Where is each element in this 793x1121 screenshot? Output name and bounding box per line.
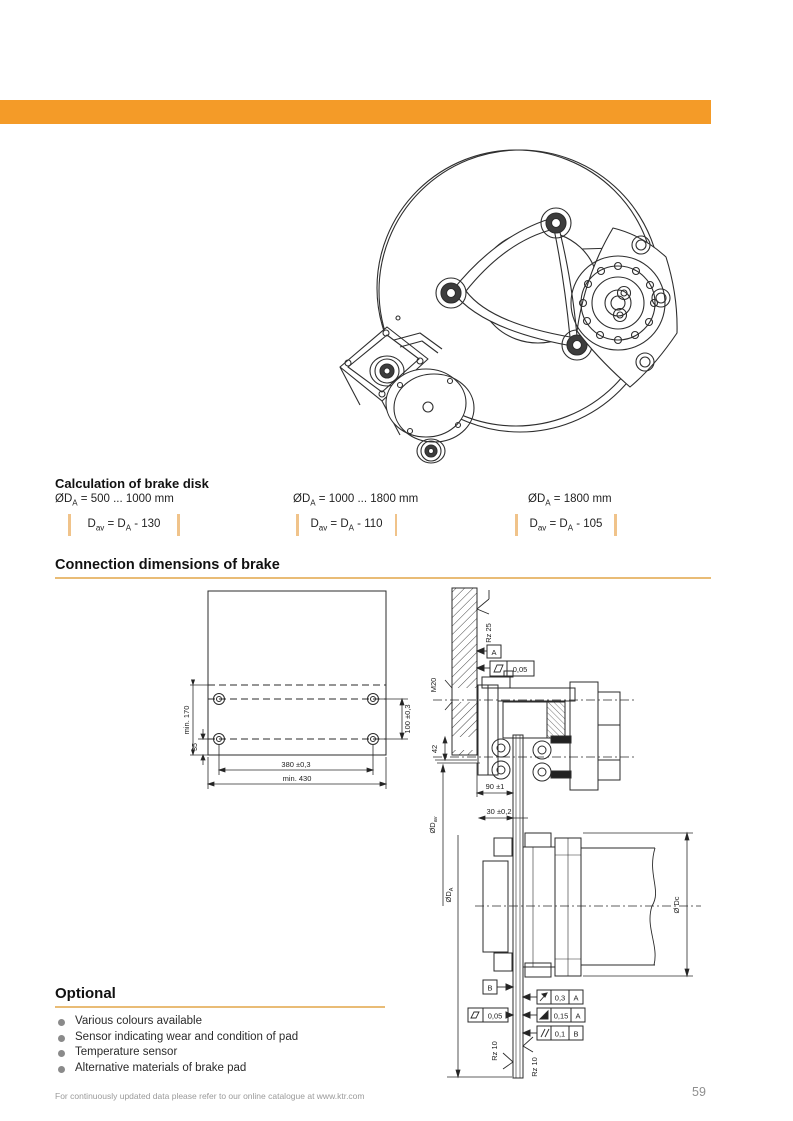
surface-finish-rz10-left: Rz 10 xyxy=(490,1041,499,1061)
header-accent-bar xyxy=(0,100,711,124)
formula-accent-bar xyxy=(515,514,518,536)
dim-min-430: min. 430 xyxy=(282,774,312,783)
brake-disk-section xyxy=(513,735,523,1078)
formula-accent-bar xyxy=(296,514,299,536)
formula-accent-bar xyxy=(614,514,617,536)
dim-35: 35 xyxy=(192,743,199,751)
surface-finish-rz25: Rz 25 xyxy=(484,623,493,643)
footer-note: For continuously updated data please refer to our online catalogue at www.ktr.com xyxy=(55,1091,365,1101)
dia-da-label: $ØD_A$ xyxy=(444,887,455,903)
formula-accent-bar xyxy=(68,514,71,536)
datum-a-label: A xyxy=(491,648,497,657)
flatness-bottom-value: 0,05 xyxy=(487,1011,503,1021)
runout-ref: A xyxy=(573,993,579,1003)
connection-section-title: Connection dimensions of brake xyxy=(55,557,711,579)
mounting-holes xyxy=(214,694,379,745)
surface-finish-rz10-right: Rz 10 xyxy=(530,1057,539,1077)
dim-min-170: min. 170 xyxy=(182,705,191,735)
disk-range-3: $ØD_A = 1800$ mm xyxy=(528,493,612,508)
list-item: Sensor indicating wear and condition of pad xyxy=(55,1030,415,1046)
angularity-ref: A xyxy=(575,1011,581,1021)
caliper-section xyxy=(478,671,620,790)
shaft-section xyxy=(581,848,656,965)
hub-flange-section xyxy=(483,833,581,977)
dia-dc-label: Ø Dc xyxy=(672,896,681,914)
plate-outline xyxy=(208,591,386,755)
dim-90: 90 ±1 xyxy=(485,782,505,791)
brake-section-drawing xyxy=(425,585,705,1100)
optional-features-list xyxy=(55,1014,415,1076)
formula-accent-bar xyxy=(177,514,180,536)
disk-range-2: $ØD_A = 1000$ ... 1800 mm xyxy=(293,493,419,508)
dia-dav-label: $ØD_{av}$ xyxy=(428,816,439,834)
flange-triangle xyxy=(452,217,578,347)
parallelism-value: 0,1 xyxy=(554,1029,566,1039)
optional-section-title: Optional xyxy=(55,985,385,1008)
flatness-top-value: 0,05 xyxy=(512,665,528,674)
list-item: Temperature sensor xyxy=(55,1045,415,1061)
brake-assembly-isometric-drawing xyxy=(330,135,680,465)
list-item: Alternative materials of brake pad xyxy=(55,1061,415,1077)
disk-range-1: $ØD_A = 500$ ... 1000 mm xyxy=(55,493,174,508)
dim-30: 30 ±0,2 xyxy=(486,807,512,816)
page-number: 59 xyxy=(692,1085,706,1099)
disk-formula-2: $D_{av} = D_A - 110$ xyxy=(296,513,397,537)
calculation-section-title: Calculation of brake disk xyxy=(55,476,209,491)
angularity-value: 0,15 xyxy=(553,1011,569,1021)
brake-caliper-isometric xyxy=(340,327,474,463)
dim-100: 100 ±0,3 xyxy=(403,704,412,734)
dim-380: 380 ±0,3 xyxy=(281,760,311,769)
list-item: Various colours available xyxy=(55,1014,415,1030)
mounting-plate-drawing xyxy=(180,585,420,795)
runout-value: 0,3 xyxy=(554,993,566,1003)
mounting-wall-section xyxy=(452,588,477,755)
thread-m20: M20 xyxy=(429,677,438,693)
formula-accent-bar xyxy=(395,514,398,536)
disk-formula-3: $D_{av} = D_A - 105$ xyxy=(515,513,617,537)
datum-b-label: B xyxy=(487,983,493,993)
disk-formula-1: $D_{av} = D_A - 130$ xyxy=(68,513,180,537)
dim-42: 42 xyxy=(430,744,439,754)
parallelism-ref: B xyxy=(573,1029,579,1039)
